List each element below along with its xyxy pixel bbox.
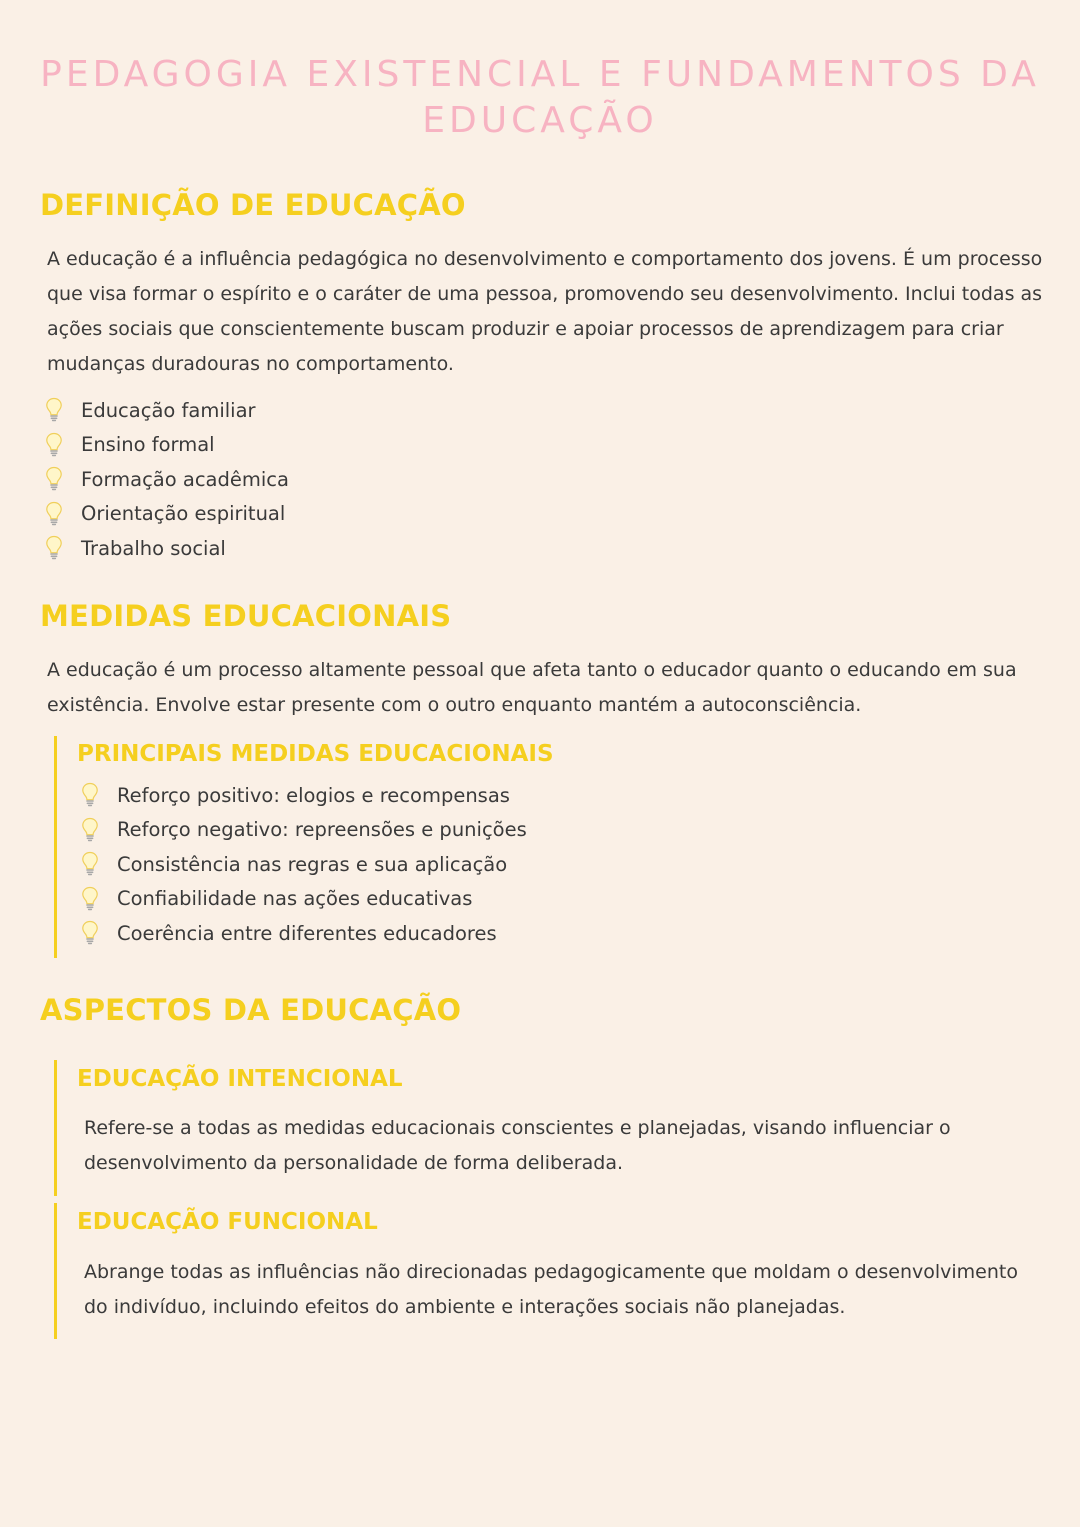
page-title: [40, 52, 1040, 144]
definicao-line-2: que visa formar o espírito e o caráter de uma pessoa, promovendo seu desenvolvimento. Inclui todas as: [47, 283, 1043, 305]
list-item-label: Consistência nas regras e sua aplicação: [117, 852, 508, 876]
list-item-label: Coerência entre diferentes educadores: [117, 921, 497, 945]
page-title-line-1: PEDAGOGIA EXISTENCIAL E FUNDAMENTOS DA: [40, 54, 1040, 95]
definicao-line-4: mudanças duradouras no comportamento.: [47, 353, 454, 375]
medidas-line-1: A educação é um processo altamente pessoal que afeta tanto o educador quanto o educando em sua: [47, 659, 1017, 681]
list-item: [81, 778, 527, 813]
intencional-paragraph: [84, 1111, 1044, 1181]
lightbulb-icon: [81, 851, 99, 877]
list-item: [81, 813, 527, 848]
definicao-line-3: ações sociais que conscientemente buscam produzir e apoiar processos de aprendizagem para criar: [47, 318, 1004, 340]
subheading-principais-medidas: PRINCIPAIS MEDIDAS EDUCACIONAIS: [77, 741, 554, 767]
definicao-line-1: A educação é a influência pedagógica no desenvolvimento e comportamento dos jovens. É um processo: [47, 248, 1043, 270]
list-item: [81, 916, 527, 951]
definicao-list: [45, 393, 289, 566]
funcional-paragraph: [84, 1255, 1044, 1325]
intencional-line-1: Refere-se a todas as medidas educacionais conscientes e planejadas, visando influenciar o: [84, 1117, 951, 1139]
medidas-line-2: existência. Envolve estar presente com o outro enquanto mantém a autoconsciência.: [47, 694, 862, 716]
page-title-line-2: EDUCAÇÃO: [422, 100, 658, 141]
lightbulb-icon: [45, 501, 63, 527]
list-item: [81, 847, 527, 882]
funcional-line-1: Abrange todas as influências não direcionadas pedagogicamente que moldam o desenvolvimento: [84, 1261, 1018, 1283]
list-item-label: Confiabilidade nas ações educativas: [117, 887, 473, 911]
definicao-paragraph: [47, 242, 1047, 382]
list-item: [45, 462, 289, 497]
section-heading-medidas: MEDIDAS EDUCACIONAIS: [40, 599, 452, 633]
funcional-rule: [54, 1203, 57, 1339]
lightbulb-icon: [81, 817, 99, 843]
lightbulb-icon: [45, 397, 63, 423]
lightbulb-icon: [81, 886, 99, 912]
principais-medidas-rule: [54, 736, 57, 958]
intencional-line-2: desenvolvimento da personalidade de forma deliberada.: [84, 1152, 623, 1174]
subheading-intencional: EDUCAÇÃO INTENCIONAL: [77, 1066, 403, 1092]
section-heading-aspectos: ASPECTOS DA EDUCAÇÃO: [40, 993, 462, 1027]
principais-medidas-list: [81, 778, 527, 951]
section-heading-definicao: DEFINIÇÃO DE EDUCAÇÃO: [40, 188, 466, 222]
list-item-label: Formação acadêmica: [81, 467, 289, 491]
list-item-label: Ensino formal: [81, 433, 215, 457]
lightbulb-icon: [81, 782, 99, 808]
medidas-paragraph: [47, 653, 1047, 723]
list-item: [45, 531, 289, 566]
list-item: [45, 497, 289, 532]
intencional-rule: [54, 1060, 57, 1196]
list-item-label: Trabalho social: [81, 536, 226, 560]
lightbulb-icon: [45, 432, 63, 458]
lightbulb-icon: [45, 466, 63, 492]
list-item: [45, 393, 289, 428]
funcional-line-2: do indivíduo, incluindo efeitos do ambiente e interações sociais não planejadas.: [84, 1296, 846, 1318]
list-item: [81, 882, 527, 917]
subheading-funcional: EDUCAÇÃO FUNCIONAL: [77, 1209, 378, 1235]
lightbulb-icon: [45, 535, 63, 561]
list-item-label: Orientação espiritual: [81, 502, 286, 526]
list-item-label: Educação familiar: [81, 398, 256, 422]
list-item-label: Reforço negativo: repreensões e punições: [117, 818, 527, 842]
lightbulb-icon: [81, 920, 99, 946]
list-item-label: Reforço positivo: elogios e recompensas: [117, 783, 510, 807]
list-item: [45, 428, 289, 463]
